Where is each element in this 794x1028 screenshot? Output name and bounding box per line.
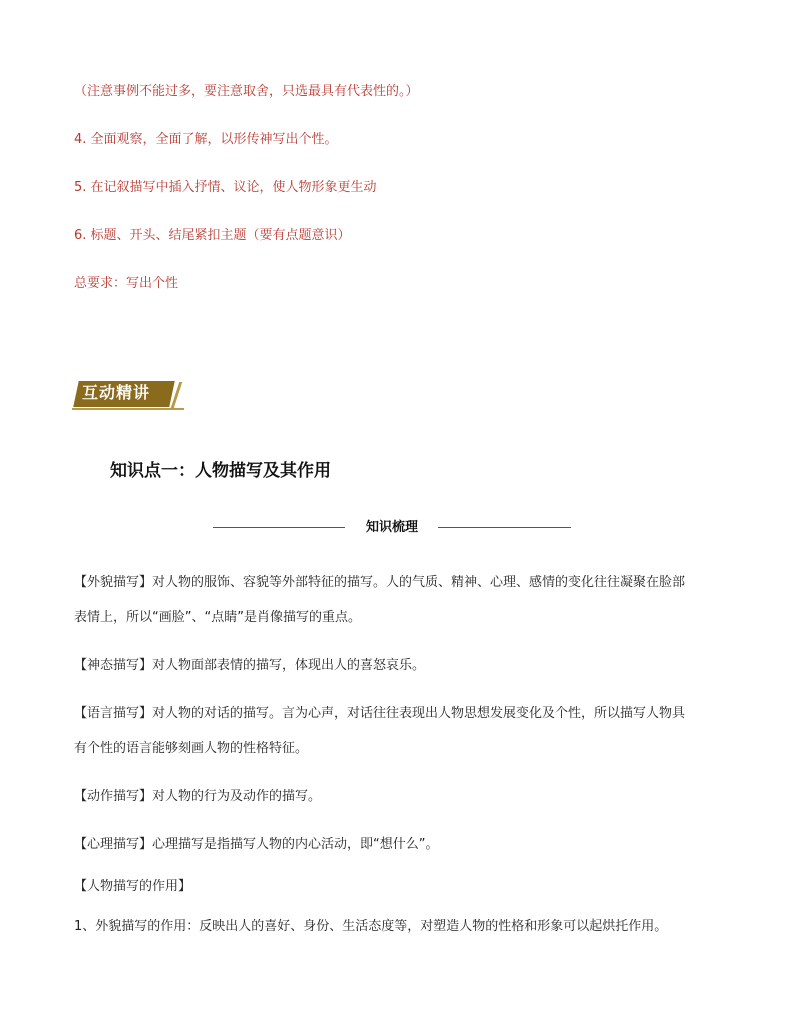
section-banner [72,378,184,410]
divider-right [438,527,571,528]
appearance-text-1: 对人物的服饰、容貌等外部特征的描写。人的气质、精神、心理、感情的变化往往凝聚在脸部 [152,575,686,590]
note-item-4: 4. 全面观察，全面了解，以形传神写出个性。 [74,132,338,147]
banner-label: 互动精讲 [82,383,151,402]
language-text-1: 对人物的对话的描写。言为心声，对话往往表现出人物思想发展变化及个性，所以描写人物具 [152,706,686,721]
role-heading: 【人物描写的作用】 [74,879,192,894]
action-label: 【动作描写】 [74,789,153,804]
appearance-paragraph-line1 [74,574,685,592]
appearance-label: 【外貌描写】 [74,575,153,590]
expression-label: 【神态描写】 [74,658,153,673]
expression-paragraph [74,657,425,675]
note-item-5: 5. 在记叙描写中插入抒情、议论，使人物形象更生动 [74,180,377,195]
language-paragraph-line1 [74,705,685,723]
action-paragraph [74,788,321,806]
role-item-1: 1、外貌描写的作用：反映出人的喜好、身份、生活态度等，对塑造人物的性格和形象可以起烘托作用。 [74,919,668,934]
knowledge-subtitle: 知识梳理 [366,520,419,535]
expression-text: 对人物面部表情的描写，体现出人的喜怒哀乐。 [152,658,426,673]
note-paren: （注意事例不能过多，要注意取舍，只选最具有代表性的。） [74,84,419,99]
divider-left [213,527,345,528]
banner-underline [72,408,184,410]
psych-label: 【心理描写】 [74,837,153,852]
note-summary: 总要求：写出个性 [74,276,179,291]
note-item-6: 6. 标题、开头、结尾紧扣主题（要有点题意识） [74,228,351,243]
psych-text: 心理描写是指描写人物的内心活动，即“想什么”。 [152,837,439,852]
language-paragraph-line2: 有个性的语言能够刻画人物的性格特征。 [74,741,309,756]
appearance-paragraph-line2: 表情上，所以“画脸”、“点睛”是肖像描写的重点。 [74,610,361,625]
knowledge-point-title: 知识点一：人物描写及其作用 [110,461,331,481]
psych-paragraph [74,836,439,854]
language-label: 【语言描写】 [74,706,153,721]
action-text: 对人物的行为及动作的描写。 [152,789,322,804]
